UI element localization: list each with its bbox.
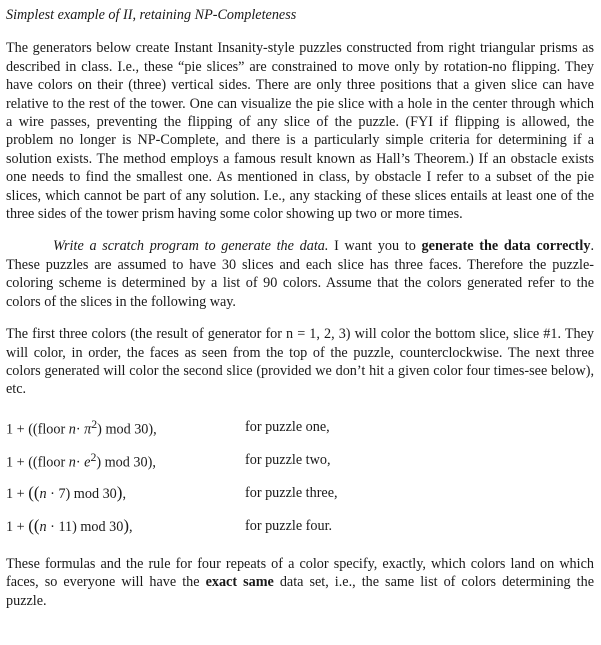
formula-row-puzzle-two xyxy=(6,444,594,477)
formula-description: for puzzle four. xyxy=(245,518,333,535)
coloring-order-paragraph: The first three colors (the result of generator for n = 1, 2, 3) will color the bottom slice, slice #1. They will color, in order, the faces as seen from the top of the puzzle, counterclockwise. The next three colors generated will color the second slice (provided we don’t hit a given color four times-see below), etc. xyxy=(6,326,594,398)
formula-expression: 1 + ((floor $n\cdot \pi^2$) mod 30), xyxy=(6,417,157,438)
formula-list xyxy=(6,411,594,543)
closing-text-1: These formulas and the rule for four repeats of a color specify, exactly, which colors land on which faces, so everyone will have the xyxy=(6,555,594,591)
generate-correctly-bold: generate the data correctly xyxy=(421,238,591,255)
instructions-paragraph xyxy=(6,237,594,311)
formula-row-puzzle-four xyxy=(6,510,594,543)
scratch-program-emphasis: Write a scratch program to generate the data. xyxy=(53,238,329,255)
formula-description: for puzzle one, xyxy=(245,419,330,436)
document-page xyxy=(6,6,594,610)
intro-paragraph: The generators below create Instant Insanity-style puzzles constructed from right triangular prisms as described in class. I.e., these “pie slices” are constrained to move only by rotation-no flipping. They have colors on their (three) vertical sides. There are only three positions that a given slice can have relative to the rest of the tower. One can visualize the pie slice with a hole in the center through which a wire passes, preventing the flipping of any slice of the puzzle. (FYI if flipping is allowed, the problem no longer is NP-Complete, and there is a particularly simple criteria for determining if a solution exists. The method employs a famous result known as Hall’s Theorem.) If an obstacle exists one needs to find the smallest one. As mentioned in class, by obstacle I refer to a subset of the pie slices, which cannot be part of any solution. I.e., any stacking of these slices entails at least one of the three sides of the tower prism having some color showing up two or more times. xyxy=(6,40,594,223)
exact-same-bold: exact same xyxy=(205,574,274,591)
formula-expression: 1 + ((floor $n\cdot e^2$) mod 30), xyxy=(6,450,156,471)
closing-paragraph xyxy=(6,555,594,610)
formula-expression: 1 + ((n · 7) mod 30), xyxy=(6,482,126,502)
page-title: Simplest example of II, retaining NP-Completeness xyxy=(6,7,297,23)
instructions-text-2: . These puzzles are assumed to have 30 slices and each slice has three faces. Therefore the puzzle-coloring scheme is determined by a list of 90 colors. Assume that the colors generated refer to the colors of the slices in the following way. xyxy=(6,238,594,310)
formula-row-puzzle-one xyxy=(6,411,594,444)
formula-description: for puzzle three, xyxy=(245,485,338,502)
closing-text-2: data set, i.e., the same list of colors determining the puzzle. xyxy=(6,574,594,609)
instructions-text-1: I want you to xyxy=(328,238,422,255)
formula-description: for puzzle two, xyxy=(245,452,331,469)
formula-row-puzzle-three xyxy=(6,477,594,510)
formula-expression: 1 + ((n · 11) mod 30), xyxy=(6,515,133,535)
